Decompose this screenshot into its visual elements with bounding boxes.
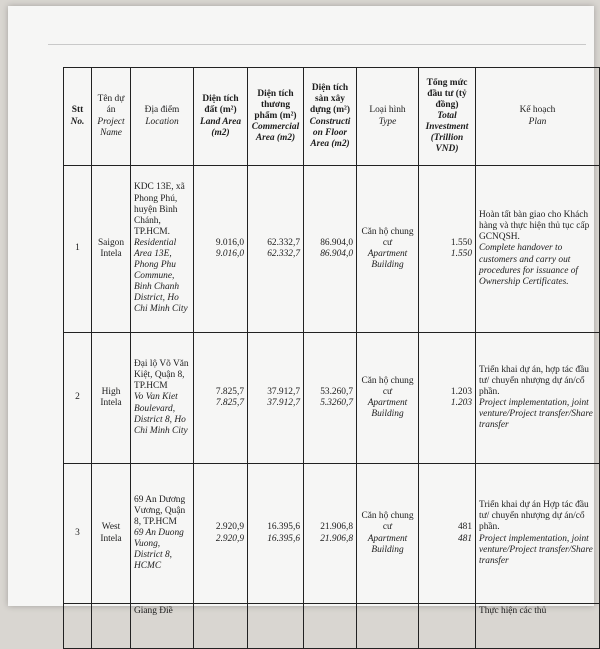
cell-location: 69 An Dương Vương, Quận 8, TP.HCM 69 An Duong Vuong, District 8, HCMC <box>131 464 194 604</box>
cell-commercial: 16.395,6 16.395,6 <box>248 464 304 604</box>
cell-type: Căn hộ chung cư Apartment Building <box>357 464 419 604</box>
cell-type: Căn hộ chung cư Apartment Building <box>357 333 419 464</box>
cell-type <box>357 604 419 649</box>
cell-stt: 2 <box>64 333 92 464</box>
cell-stt <box>64 604 92 649</box>
cell-location: Giang Điề <box>131 604 194 649</box>
header-stt: Stt No. <box>64 68 92 166</box>
cell-location: Đại lộ Võ Văn Kiệt, Quận 8, TP.HCM Vo Van Kiet Boulevard, District 8, Ho Chi Minh City <box>131 333 194 464</box>
table-row <box>64 333 600 464</box>
cell-commercial <box>248 604 304 649</box>
cell-type: Căn hộ chung cư Apartment Building <box>357 166 419 333</box>
cell-stt: 3 <box>64 464 92 604</box>
document-page <box>8 6 594 616</box>
cell-plan: Triển khai dự án Hợp tác đầu tư/ chuyển nhượng dự án/cổ phần. Project implementation, joint venture/Project transfer/Share transfer <box>476 464 600 604</box>
cell-stt: 1 <box>64 166 92 333</box>
cell-investment <box>419 604 476 649</box>
cell-name <box>92 604 131 649</box>
cell-land: 9.016,0 9.016,0 <box>194 166 248 333</box>
header-location: Địa điểm Location <box>131 68 194 166</box>
cell-investment: 481 481 <box>419 464 476 604</box>
cell-floor: 53.260,7 5.3260,7 <box>304 333 357 464</box>
header-rule <box>48 44 586 45</box>
header-name: Tên dự án Project Name <box>92 68 131 166</box>
cell-investment: 1.550 1.550 <box>419 166 476 333</box>
cell-land: 2.920,9 2.920,9 <box>194 464 248 604</box>
cell-name: High Intela <box>92 333 131 464</box>
table-row <box>64 166 600 333</box>
header-row <box>64 68 600 166</box>
header-floor: Diện tích sàn xây dựng (m²) Constructi on Floor Area (m2) <box>304 68 357 166</box>
cell-name: West Intela <box>92 464 131 604</box>
table-row <box>64 464 600 604</box>
header-type: Loại hình Type <box>357 68 419 166</box>
cell-land <box>194 604 248 649</box>
cell-floor: 21.906,8 21.906,8 <box>304 464 357 604</box>
cell-plan: Thực hiện các thủ <box>476 604 600 649</box>
cell-name: Saigon Intela <box>92 166 131 333</box>
header-land: Diện tích đất (m²) Land Area (m2) <box>194 68 248 166</box>
cell-location: KDC 13E, xã Phong Phú, huyện Bình Chánh, TP.HCM. Residential Area 13E, Phong Phu Commune, Binh Chanh District, Ho Chi Minh City <box>131 166 194 333</box>
cell-land: 7.825,7 7.825,7 <box>194 333 248 464</box>
cell-plan: Triển khai dự án, hợp tác đầu tư/ chuyển nhượng dự án/cổ phần. Project implementation, joint venture/Project transfer/Share transfer <box>476 333 600 464</box>
project-table <box>63 67 600 649</box>
cell-floor <box>304 604 357 649</box>
table-row-partial <box>64 604 600 649</box>
cell-commercial: 62.332,7 62.332,7 <box>248 166 304 333</box>
header-commercial: Diện tích thương phẩm (m²) Commercial Area (m2) <box>248 68 304 166</box>
cell-plan: Hoàn tất bàn giao cho Khách hàng và thực hiện thủ tục cấp GCNQSH. Complete handover to customers and carry out procedures for issuance of Ownership Certificates. <box>476 166 600 333</box>
header-investment: Tổng mức đầu tư (tỷ đồng) Total Investment (Trillion VND) <box>419 68 476 166</box>
cell-floor: 86.904,0 86.904,0 <box>304 166 357 333</box>
cell-investment: 1.203 1.203 <box>419 333 476 464</box>
header-plan: Kế hoạch Plan <box>476 68 600 166</box>
cell-commercial: 37.912,7 37.912,7 <box>248 333 304 464</box>
